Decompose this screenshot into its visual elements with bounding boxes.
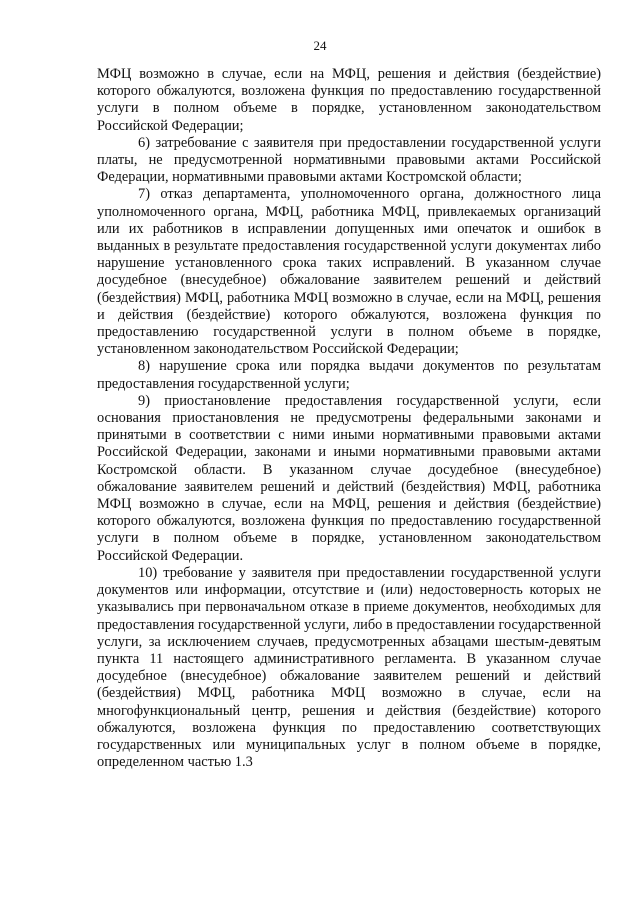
paragraph-item-6: 6) затребование с заявителя при предоставлении государственной услуги платы, не предусмотренной нормативными правовыми актами Российской Федерации, нормативными правовыми актами Костромской области;	[97, 134, 601, 186]
paragraph-item-7: 7) отказ департамента, уполномоченного органа, должностного лица уполномоченного органа, МФЦ, работника МФЦ, привлекаемых организаций или их работников в исправлении допущенных ими опечаток и ошибок в выданных в результате предоставления государственной услуги документах либо нарушение установленного срока таких исправлений. В указанном случае досудебное (внесудебное) обжалование заявителем решений и действий (бездействия) МФЦ, работника МФЦ возможно в случае, если на МФЦ, решения и действия (бездействие) которого обжалуются, возложена функция по предоставлению государственной услуги в полном объеме в порядке, установленном законодательством Российской Федерации;	[97, 186, 601, 358]
paragraph-item-10: 10) требование у заявителя при предоставлении государственной услуги документов или информации, отсутствие и (или) недостоверность которых не указывались при первоначальном отказе в приеме документов, необходимых для предоставления государственной услуги, либо в предоставлении государственной услуги, за исключением случаев, предусмотренных абзацами шестым-девятым пункта 11 настоящего административного регламента. В указанном случае досудебное (внесудебное) обжалование заявителем решений и действий (бездействия) МФЦ, работника МФЦ возможно в случае, если на многофункциональный центр, решения и действия (бездействие) которого обжалуются, возложена функция по предоставлению соответствующих государственных или муниципальных услуг в полном объеме в порядке, определенном частью 1.3	[97, 564, 601, 771]
paragraph-continuation: МФЦ возможно в случае, если на МФЦ, решения и действия (бездействие) которого обжалуются, возложена функция по предоставлению государственной услуги в полном объеме в порядке, установленном законодательством Российской Федерации;	[97, 66, 601, 134]
paragraph-item-8: 8) нарушение срока или порядка выдачи документов по результатам предоставления государственной услуги;	[97, 358, 601, 392]
document-body	[97, 66, 601, 771]
page-number: 24	[313, 38, 327, 53]
paragraph-item-9: 9) приостановление предоставления государственной услуги, если основания приостановления не предусмотрены федеральными законами и принятыми в соответствии с ними иными нормативными правовыми актами Российской Федерации, законами и иными нормативными правовыми актами Костромской области. В указанном случае досудебное (внесудебное) обжалование заявителем решений и действий (бездействия) МФЦ, работника МФЦ возможно в случае, если на МФЦ, решения и действия (бездействие) которого обжалуются, возложена функция по предоставлению государственной услуги в полном объеме в порядке, установленном законодательством Российской Федерации.	[97, 392, 601, 564]
